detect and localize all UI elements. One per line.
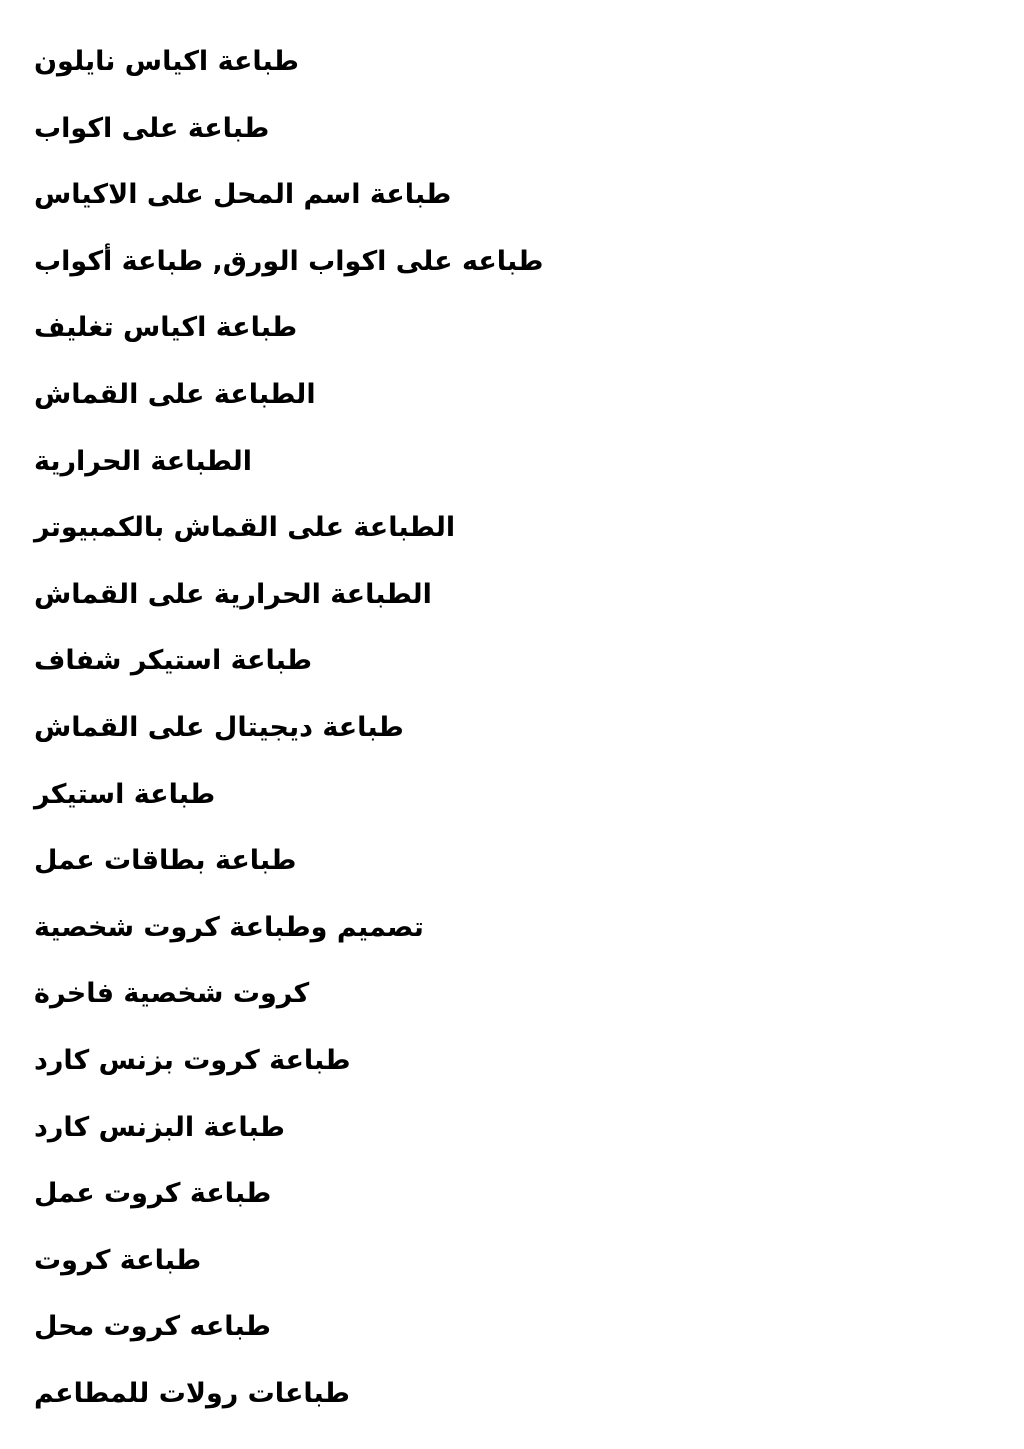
list-item-text: طباعة كروت: [34, 1244, 202, 1276]
list-item: [34, 442, 934, 509]
list-item-text: طباعة على اكواب: [34, 112, 270, 144]
list-item-text: طباعات رولات للمطاعم: [34, 1377, 350, 1409]
list-item: [34, 42, 934, 109]
list-item-text: الطباعة على القماش: [34, 378, 316, 410]
keyword-list: [34, 42, 934, 1440]
list-item: [34, 109, 934, 176]
list-item: [34, 908, 934, 975]
list-item: [34, 575, 934, 642]
list-item-text: طباعة اكياس تغليف: [34, 312, 298, 344]
list-item-text: طباعه كروت محل: [34, 1311, 271, 1343]
list-item-text: الطباعة الحرارية على القماش: [34, 578, 432, 610]
list-item: [34, 708, 934, 775]
list-item: [34, 974, 934, 1041]
list-item: [34, 641, 934, 708]
list-item: [34, 775, 934, 842]
list-item-text: طباعة استيكر شفاف: [34, 645, 313, 677]
list-item: [34, 375, 934, 442]
list-item-text: طباعة اكياس نايلون: [34, 46, 299, 77]
list-item-text: طباعه على اكواب الورق, طباعة أكواب: [34, 245, 544, 277]
list-item: [34, 841, 934, 908]
list-item-text: طباعة استيكر: [34, 778, 216, 810]
list-item: [34, 1374, 934, 1441]
list-item-text: تصميم وطباعة كروت شخصية: [34, 911, 424, 943]
list-item-text: كروت شخصية فاخرة: [34, 978, 310, 1010]
list-item: [34, 308, 934, 375]
list-item: [34, 508, 934, 575]
list-item-text: طباعة كروت بزنس كارد: [34, 1044, 351, 1076]
list-item-text: طباعة ديجيتال على القماش: [34, 711, 404, 743]
list-item: [34, 1241, 934, 1308]
list-item: [34, 242, 934, 309]
list-item-text: طباعة اسم المحل على الاكياس: [34, 179, 452, 211]
list-item: [34, 175, 934, 242]
list-item: [34, 1174, 934, 1241]
list-item-text: طباعة البزنس كارد: [34, 1111, 285, 1143]
list-item-text: الطباعة الحرارية: [34, 445, 253, 477]
list-item-text: طباعة كروت عمل: [34, 1178, 272, 1210]
list-item-text: طباعة بطاقات عمل: [34, 845, 297, 877]
list-item-text: الطباعة على القماش بالكمبيوتر: [34, 512, 456, 544]
list-item: [34, 1307, 934, 1374]
list-item: [34, 1108, 934, 1175]
list-item: [34, 1041, 934, 1108]
